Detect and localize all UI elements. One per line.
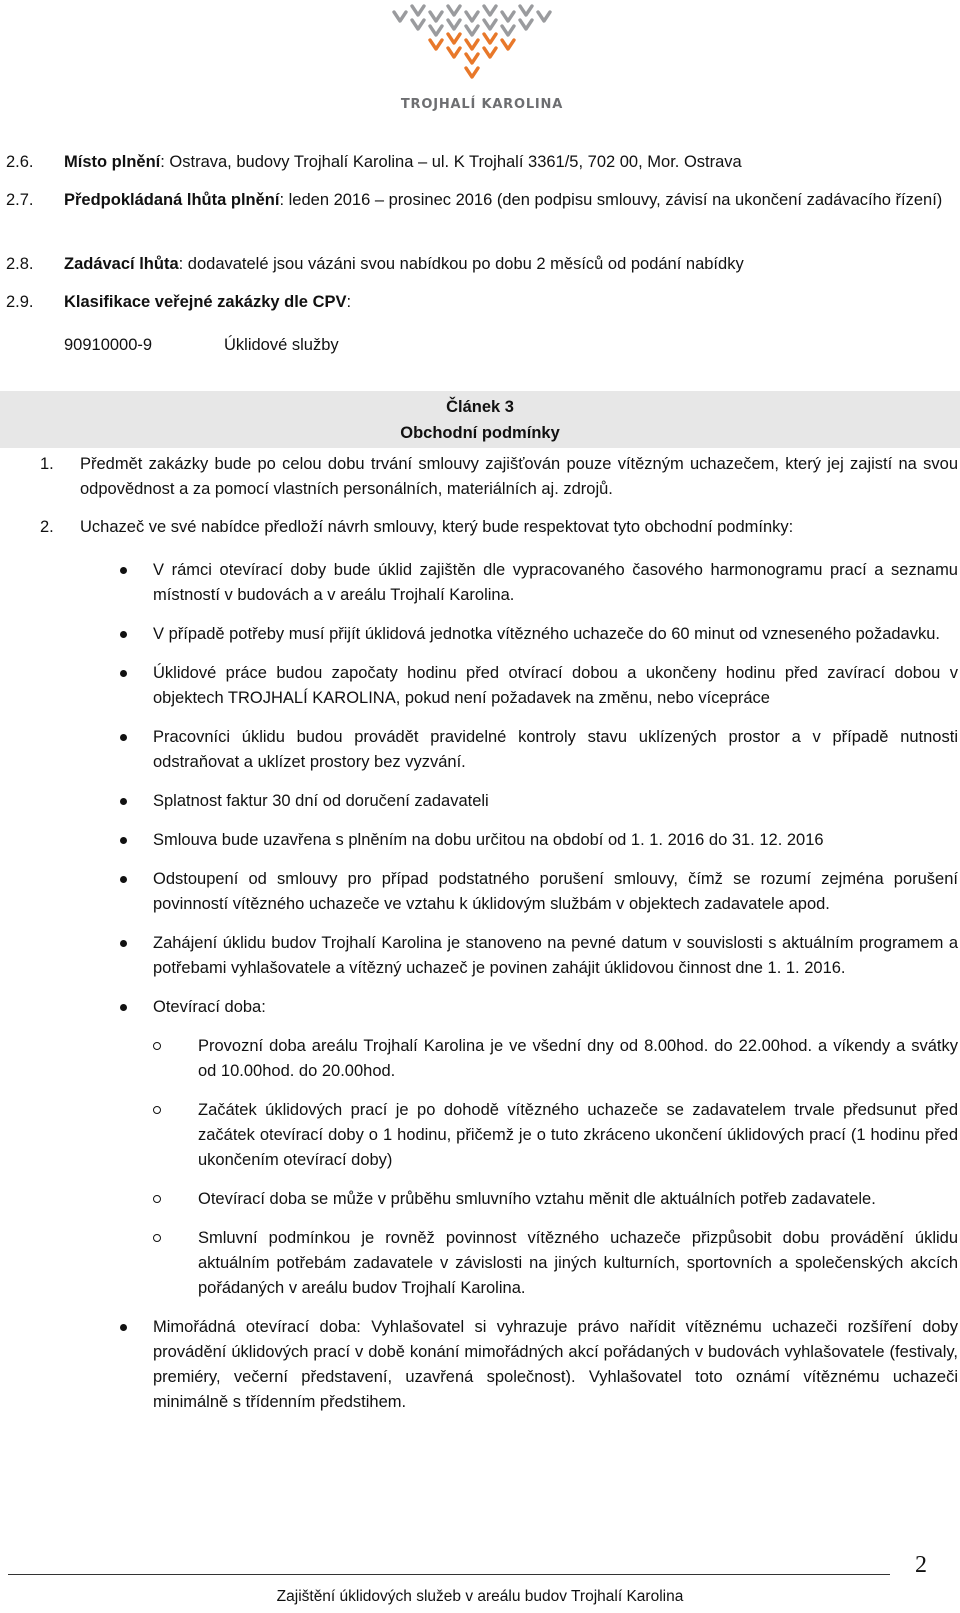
trojhali-karolina-logo xyxy=(392,0,572,118)
list-item-opening-hours xyxy=(120,995,958,1301)
article-subtitle: Obchodní podmínky xyxy=(400,424,560,442)
sublist-item: Otevírací doba se může v průběhu smluvního vztahu měnit dle aktuálních potřeb zadavatele. xyxy=(120,1187,958,1212)
footer-text: Zajištění úklidových služeb v areálu budov Trojhalí Karolina xyxy=(276,1588,684,1605)
section-number: 2.8. xyxy=(6,255,34,273)
section-label: Předpokládaná lhůta plnění xyxy=(64,191,280,209)
section-text: : leden 2016 – prosinec 2016 (den podpisu smlouvy, závisí na ukončení zadávacího řízení) xyxy=(279,191,943,209)
footer-divider xyxy=(8,1574,890,1575)
list-item: V rámci otevírací doby bude úklid zajištěn dle vypracovaného časového harmonogramu prací a seznamu místností v budovách a v areálu Trojhalí Karolina. xyxy=(120,558,958,608)
paragraph-1 xyxy=(40,452,958,502)
logo-chevrons-icon xyxy=(392,0,572,95)
cpv-name: Úklidové služby xyxy=(224,336,339,354)
list-item: V případě potřeby musí přijít úklidová jednotka vítězného uchazeče do 60 minut od vzneseného požadavku. xyxy=(120,622,958,647)
section-text: : Ostrava, budovy Trojhalí Karolina – ul. K Trojhalí 3361/5, 702 00, Mor. Ostrava xyxy=(160,153,742,171)
section-2-9 xyxy=(6,290,954,315)
section-number: 2.9. xyxy=(6,293,34,311)
conditions-list xyxy=(120,558,958,1429)
article-title: Článek 3 xyxy=(446,398,514,416)
opening-sublist xyxy=(120,1034,958,1301)
section-label: Zadávací lhůta xyxy=(64,255,179,273)
list-item: Smlouva bude uzavřena s plněním na dobu určitou na období od 1. 1. 2016 do 31. 12. 2016 xyxy=(120,828,958,853)
section-text: : dodavatelé jsou vázáni svou nabídkou po dobu 2 měsíců od podání nabídky xyxy=(178,255,744,273)
section-number: 2.6. xyxy=(6,153,34,171)
paragraph-number: 2. xyxy=(40,518,54,536)
paragraph-number: 1. xyxy=(40,455,54,473)
section-label: Místo plnění xyxy=(64,153,161,171)
section-2-7 xyxy=(6,188,954,213)
cpv-code: 90910000-9 xyxy=(64,336,153,354)
article-heading xyxy=(0,391,960,448)
page-number: 2 xyxy=(915,1552,927,1578)
section-number: 2.7. xyxy=(6,191,34,209)
paragraph-2 xyxy=(40,515,958,540)
list-item: Zahájení úklidu budov Trojhalí Karolina je stanoveno na pevné datum v souvislosti s aktuálním programem a potřebami vyhlašovatele a vítězný uchazeč je povinen zahájit úklidovou činnost dne 1. 1. 2016. xyxy=(120,931,958,981)
section-text: : xyxy=(346,293,352,311)
sublist-item: Provozní doba areálu Trojhalí Karolina je ve všední dny od 8.00hod. do 22.00hod. a víkendy a svátky od 10.00hod. do 20.00hod. xyxy=(120,1034,958,1084)
list-item: Splatnost faktur 30 dní od doručení zadavateli xyxy=(120,789,958,814)
sublist-item: Smluvní podmínkou je rovněž povinnost vítězného uchazeče přizpůsobit dobu provádění úklidu aktuálním potřebám zadavatele v závislosti na jiných kulturních, sportovních a společenských akcích pořádaných v areálu budov Trojhalí Karolina. xyxy=(120,1226,958,1301)
section-label: Klasifikace veřejné zakázky dle CPV xyxy=(64,293,347,311)
list-item: Pracovníci úklidu budou provádět pravidelné kontroly stavu uklízených prostor a v případě nutnosti odstraňovat a uklízet prostory bez vyzvání. xyxy=(120,725,958,775)
paragraph-text: Předmět zakázky bude po celou dobu trvání smlouvy zajišťován pouze vítězným uchazečem, který jej zajistí na svou odpovědnost a za pomocí vlastních personálních, materiálních aj. zdrojů. xyxy=(80,455,958,498)
logo-text: TROJHALÍ KAROLINA xyxy=(400,97,564,112)
list-item: Odstoupení od smlouvy pro případ podstatného porušení smlouvy, čímž se rozumí zejména porušení povinností vítězného uchazeče ve vztahu k úklidovým službám v objektech zadavatele apod. xyxy=(120,867,958,917)
list-item: Mimořádná otevírací doba: Vyhlašovatel si vyhrazuje právo nařídit vítěznému uchazeči rozšíření doby provádění úklidových prací v době konání mimořádných akcí pořádaných v budovách vyhlašovatele (festivaly, premiéry, večerní představení, uzavřená společnost). Vyhlašovatel toto oznámí vítěznému uchazeči minimálně s třídenním předstihem. xyxy=(120,1315,958,1415)
opening-label: Otevírací doba: xyxy=(153,998,266,1016)
list-item: Úklidové práce budou započaty hodinu před otvírací dobou a ukončeny hodinu před zavírací dobou v objektech TROJHALÍ KAROLINA, pokud není požadavek na změnu, nebo vícepráce xyxy=(120,661,958,711)
paragraph-text: Uchazeč ve své nabídce předloží návrh smlouvy, který bude respektovat tyto obchodní podmínky: xyxy=(80,518,794,536)
section-2-8 xyxy=(6,252,954,277)
section-2-6 xyxy=(6,150,954,175)
sublist-item: Začátek úklidových prací je po dohodě vítězného uchazeče se zadavatelem trvale předsunut před začátek otevírací doby o 1 hodinu, přičemž je o tuto zkráceno ukončení úklidových prací (1 hodinu před ukončením otevírací doby) xyxy=(120,1098,958,1173)
